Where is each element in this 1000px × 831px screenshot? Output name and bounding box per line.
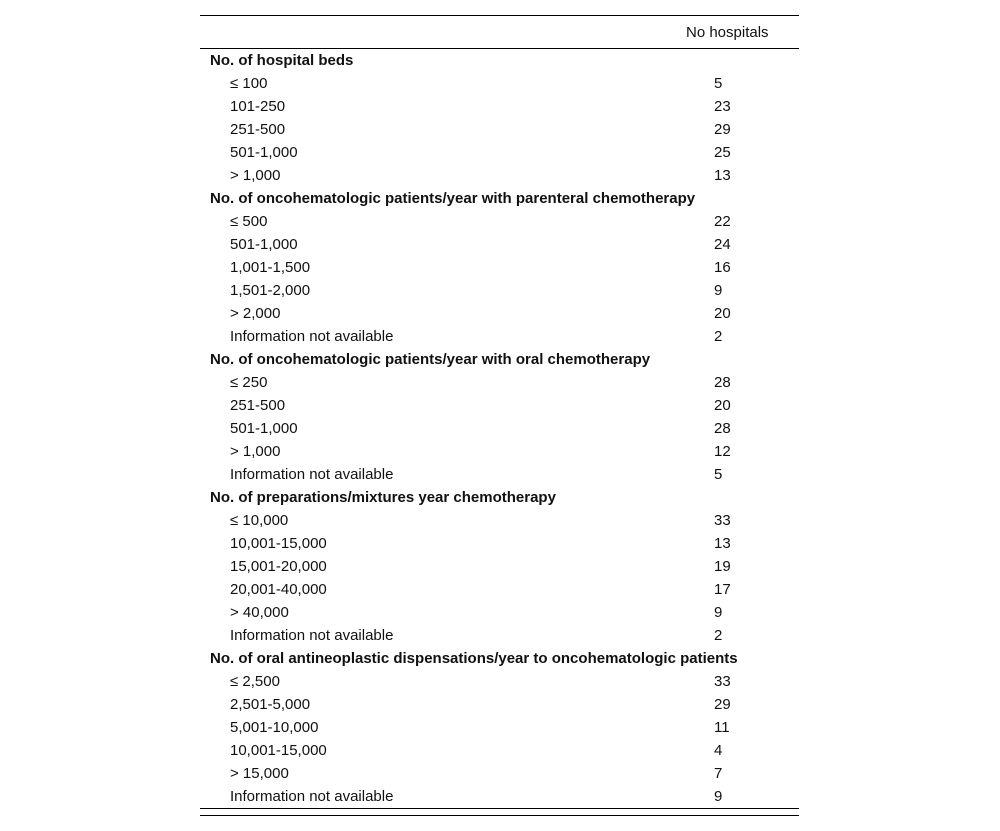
row-label: > 1,000 <box>230 443 281 460</box>
table-row <box>200 325 799 348</box>
row-label: Information not available <box>230 328 394 345</box>
row-value: 33 <box>714 512 731 529</box>
row-value: 24 <box>714 236 731 253</box>
section-title: No. of hospital beds <box>210 52 354 69</box>
row-value: 29 <box>714 696 731 713</box>
row-label: 10,001-15,000 <box>230 535 327 552</box>
header-label-cell <box>200 16 630 49</box>
row-label: 501-1,000 <box>230 144 298 161</box>
table-row <box>200 233 799 256</box>
row-label: 5,001-10,000 <box>230 719 319 736</box>
row-value: 22 <box>714 213 731 230</box>
table-row <box>200 95 799 118</box>
table-row <box>200 210 799 233</box>
section-row <box>200 647 799 670</box>
table-row <box>200 716 799 739</box>
hospital-characteristics-table-wrapper <box>200 15 799 808</box>
row-value: 19 <box>714 558 731 575</box>
table-row <box>200 532 799 555</box>
table-body <box>200 49 799 809</box>
row-label: ≤ 10,000 <box>230 512 289 529</box>
table-row <box>200 601 799 624</box>
row-label: ≤ 2,500 <box>230 673 280 690</box>
section-row <box>200 486 799 509</box>
table-bottom-rule <box>200 808 799 809</box>
table-row <box>200 256 799 279</box>
row-value: 7 <box>714 765 723 782</box>
row-label: ≤ 100 <box>230 75 268 92</box>
row-label: 501-1,000 <box>230 420 298 437</box>
table-row <box>200 739 799 762</box>
row-value: 28 <box>714 374 731 391</box>
row-label: 1,501-2,000 <box>230 282 311 299</box>
table-row <box>200 463 799 486</box>
row-value: 9 <box>714 604 723 621</box>
table-row <box>200 785 799 808</box>
row-value: 20 <box>714 397 731 414</box>
row-value: 5 <box>714 466 723 483</box>
section-row <box>200 348 799 371</box>
row-value: 5 <box>714 75 723 92</box>
table-row <box>200 578 799 601</box>
row-value: 13 <box>714 535 731 552</box>
row-label: > 15,000 <box>230 765 289 782</box>
row-label: 101-250 <box>230 98 286 115</box>
row-value: 4 <box>714 742 723 759</box>
row-label: Information not available <box>230 466 394 483</box>
row-label: > 40,000 <box>230 604 289 621</box>
table-row <box>200 371 799 394</box>
table-row <box>200 624 799 647</box>
row-label: Information not available <box>230 788 394 805</box>
row-value: 25 <box>714 144 731 161</box>
row-label: 1,001-1,500 <box>230 259 311 276</box>
section-title: No. of oral antineoplastic dispensations/year to oncohematologic patients <box>210 650 738 667</box>
row-label: 15,001-20,000 <box>230 558 327 575</box>
table-row <box>200 394 799 417</box>
row-label: 251-500 <box>230 397 286 414</box>
table-row <box>200 164 799 187</box>
table-row <box>200 670 799 693</box>
table-row <box>200 762 799 785</box>
row-value: 9 <box>714 788 723 805</box>
table-row <box>200 440 799 463</box>
row-label: 251-500 <box>230 121 286 138</box>
row-value: 9 <box>714 282 723 299</box>
table-row <box>200 509 799 532</box>
table-row <box>200 417 799 440</box>
row-label: > 2,000 <box>230 305 281 322</box>
row-value: 33 <box>714 673 731 690</box>
section-row <box>200 187 799 210</box>
row-label: ≤ 250 <box>230 374 268 391</box>
row-label: Information not available <box>230 627 394 644</box>
row-value: 11 <box>714 719 730 736</box>
table-row <box>200 118 799 141</box>
section-title: No. of preparations/mixtures year chemotherapy <box>210 489 556 506</box>
table-row <box>200 693 799 716</box>
row-label: 501-1,000 <box>230 236 298 253</box>
section-row <box>200 49 799 73</box>
row-label: 10,001-15,000 <box>230 742 327 759</box>
header-value-cell: No hospitals <box>630 16 799 49</box>
row-value: 2 <box>714 328 723 345</box>
header-row <box>200 16 799 49</box>
row-label: ≤ 500 <box>230 213 268 230</box>
table-row <box>200 302 799 325</box>
row-value: 20 <box>714 305 731 322</box>
row-value: 13 <box>714 167 731 184</box>
row-value: 17 <box>714 581 731 598</box>
section-title: No. of oncohematologic patients/year with parenteral chemotherapy <box>210 190 696 207</box>
row-value: 16 <box>714 259 731 276</box>
row-value: 12 <box>714 443 731 460</box>
row-label: 2,501-5,000 <box>230 696 311 713</box>
table-row <box>200 141 799 164</box>
table-header <box>200 16 799 49</box>
row-label: 20,001-40,000 <box>230 581 327 598</box>
hospital-characteristics-table <box>200 15 799 808</box>
row-value: 29 <box>714 121 731 138</box>
table-bottom-rule-secondary <box>200 815 799 816</box>
table-row <box>200 279 799 302</box>
row-label: > 1,000 <box>230 167 281 184</box>
row-value: 2 <box>714 627 723 644</box>
table-row <box>200 555 799 578</box>
row-value: 23 <box>714 98 731 115</box>
row-value: 28 <box>714 420 731 437</box>
section-title: No. of oncohematologic patients/year with oral chemotherapy <box>210 351 651 368</box>
table-row <box>200 72 799 95</box>
